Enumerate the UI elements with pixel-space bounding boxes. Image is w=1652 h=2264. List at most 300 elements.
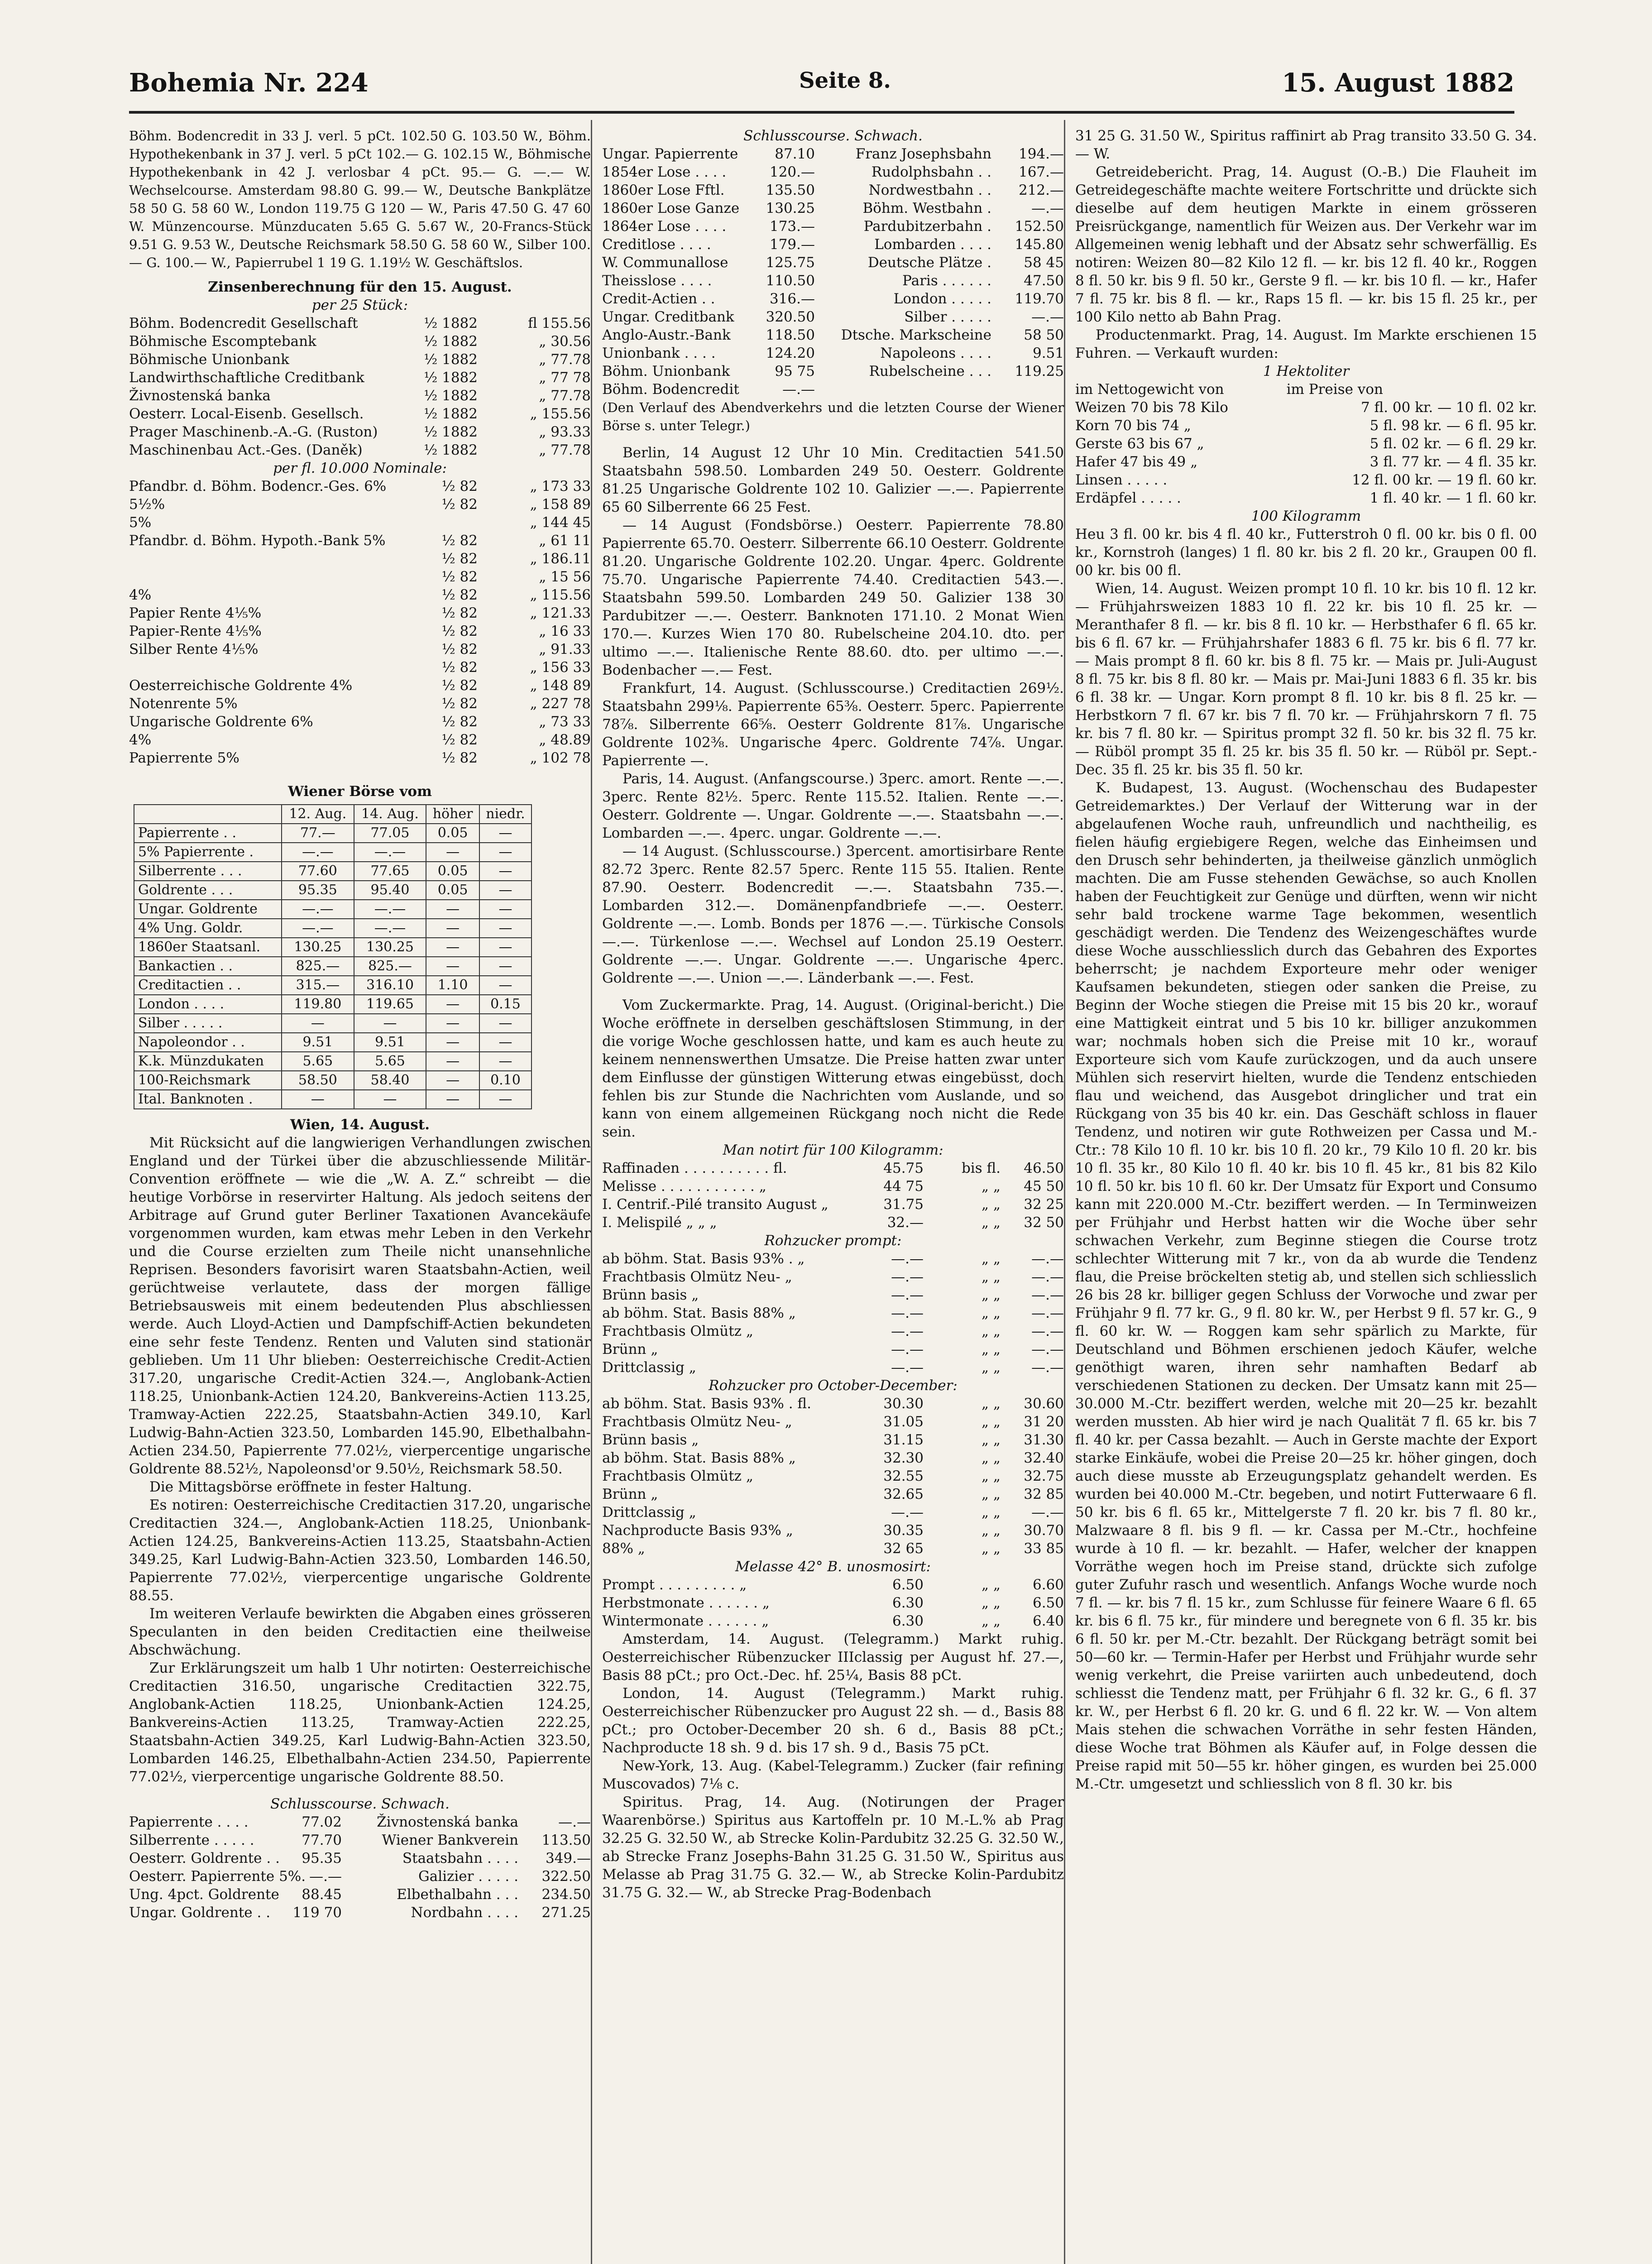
boerse-cell: — [426,957,479,976]
list-cell: 194.— [1018,146,1064,162]
boerse-cell: 119.65 [354,995,426,1014]
list-cell: Raffinaden . . . . . . . . . . fl. [602,1160,787,1176]
list-cell: ½ 82 [441,659,478,676]
list-cell: Böhmische Unionbank [129,351,289,368]
boerse-cell: London . . . . [134,995,282,1014]
list-cell: ½ 82 [441,732,478,748]
list-cell: 77.70 [302,1832,342,1848]
list-row [602,290,1064,308]
list-row [129,640,591,658]
list-cell: 32 50 [1024,1214,1064,1231]
roh-list-2 [602,1395,1064,1558]
list-row [1075,471,1537,489]
boerse-header-cell: niedr. [479,805,532,824]
list-cell: —.— [891,1269,924,1285]
list-cell: ½ 82 [441,605,478,621]
list-row [602,326,1064,344]
list-cell: —.— [891,1287,924,1303]
list-cell: ½ 1882 [424,442,478,458]
list-row [602,1268,1064,1286]
list-cell: 31.30 [1024,1432,1064,1448]
boerse-header-cell [134,805,282,824]
zucker-paragraph: Vom Zuckermarkte. Prag, 14. August. (Original-bericht.) Die Woche eröffnete in derselben geschäftslosen Stimmung, in der die vorige Woche geschlossen hatte, und kam es auch heute zu keinem nennenswerthen Umsatze. Die Preise hatten zwar unter dem Einflusse der günstigen Witterung etwas eingebüsst, doch fehlen bis zur Stunde die Nachrichten vom Auslande, und so kann von einem allgemeinen Rückgang noch nicht die Rede sein. [602,997,1064,1140]
list-cell: Frachtbasis Olmütz „ [602,1323,753,1339]
boerse-cell: 95.35 [282,881,354,900]
boerse-cell: — [426,1090,479,1109]
boerse-header-cell: höher [426,805,479,824]
boerse-cell: — [426,995,479,1014]
boerse-cell: 130.25 [354,938,426,957]
list-cell: 30.30 [883,1396,924,1412]
list-cell: Böhm. Bodencredit [602,381,739,398]
list-row [129,658,591,676]
list-cell: —.— [891,1504,924,1521]
boerse-row [134,1071,532,1090]
list-cell: ½ 1882 [424,333,478,350]
list-cell: Papier-Rente 4⅕% [129,623,262,639]
list-row [602,1304,1064,1322]
list-cell: Notenrente 5% [129,696,238,712]
list-cell: „ „ [982,1486,1001,1502]
list-cell: ½ 1882 [424,369,478,386]
boerse-cell: — [479,1033,532,1052]
list-cell: —.— [1031,1287,1064,1303]
list-cell: 3 fl. 77 kr. — 4 fl. 35 kr. [1369,454,1537,470]
wien-paragraph: Mit Rücksicht auf die langwierigen Verhandlungen zwischen England und der Türkei über die abzuschliessende Militär-Convention eröffnete — wie die „W. A. Z.“ schreibt — die heutige Vorbörse in reservirter Haltung. Als jedoch seitens der Arbitrage auf Grund guter Berliner Taxationen Avancekäufe vorgenommen wurden, kam etwas mehr Leben in den Verkehr und die Course erzielten zum Theile nicht unansehnliche Reprisen. Besonders favorisirt waren Staatsbahn-Actien, weil gerüchtweise verlautete, dass der morgen fällige Betriebsausweis mit einem bedeutenden Plus abschliessen werde. Auch Lloyd-Actien und Dampfschiff-Actien bekundeten eine sehr feste Tendenz. Renten und Valuten sind stationär geblieben. Um 11 Uhr blieben: Oesterreichische Credit-Actien 317.20, ungarische Credit-Actien 324.—, Anglobank-Actien 118.25, Unionbank-Actien 124.20, Bankvereins-Actien 113.25, Tramway-Actien 222.25, Staatsbahn-Actien 349.10, Karl Ludwig-Bahn-Actien 323.50, Lombarden 145.90, Elbethalbahn-Actien 234.50, Papierrente 77.02½, vierpercentige ungarische Goldrente 88.52½, Napoleonsd'or 9.50½, Reichsmark 58.50. [129,1135,591,1477]
boerse-cell: Papierrente . . [134,824,282,843]
boerse-row [134,995,532,1014]
boerse-cell: — [426,1052,479,1071]
boerse-cell: 0.05 [426,881,479,900]
list-row [602,1395,1064,1413]
boerse-cell: — [354,1014,426,1033]
list-cell: I. Centrif.-Pilé transito August „ [602,1196,828,1213]
boerse-cell: Bankactien . . [134,957,282,976]
list-cell: Drittclassig „ [602,1504,696,1521]
list-cell: ½ 82 [441,478,478,494]
zucker-subtitle: Man notirt für 100 Kilogramm: [723,1142,943,1158]
boerse-cell: 1.10 [426,976,479,995]
list-cell: ½ 82 [441,569,478,585]
list-row [602,1540,1064,1558]
list-cell: ½ 82 [441,750,478,766]
list-cell: 5 fl. 02 kr. — 6 fl. 29 kr. [1369,436,1537,452]
list-row [602,362,1064,380]
list-cell: 32 85 [1024,1486,1064,1502]
list-cell: Oesterr. Papierrente 5%. [129,1868,306,1885]
list-row [129,1813,591,1831]
melasse-list [602,1576,1064,1630]
list-cell: Böhm. Bodencredit Gesellschaft [129,315,358,331]
list-cell: Prompt . . . . . . . . . „ [602,1577,747,1593]
boerse-cell: 5.65 [282,1052,354,1071]
frankfurt-paragraph: Frankfurt, 14. August. (Schlusscourse.) Creditactien 269½. Staatsbahn 299⅛. Papierrente 65⅜. Oesterr. 5perc. Papierrente 78⅞. Silberrente 66⅝. Oesterr Goldrente 81⅞. Ungarische Goldrente 102⅜. Ungarische 4perc. Goldrente 74⅞. Ungar. Papierrente —. [602,680,1064,769]
list-cell: Brünn „ [602,1341,658,1357]
list-cell: „ „ [982,1432,1001,1448]
list-cell: Erdäpfel . . . . . [1075,490,1181,506]
list-cell: 5% [129,514,152,531]
boerse-header-cell: 14. Aug. [354,805,426,824]
list-cell: Wiener Bankverein [382,1832,518,1848]
boerse-cell: —.— [354,843,426,862]
header-rule [129,111,1514,114]
list-row [129,568,591,586]
hekto-list [1075,398,1537,507]
boerse-cell: 77.60 [282,862,354,881]
boerse-cell: — [479,938,532,957]
list-cell [996,380,1064,398]
list-cell: „ „ [982,1613,1001,1629]
list-row [1075,417,1537,435]
zins-list [129,314,591,459]
list-cell: —.— [891,1305,924,1321]
boerse-row [134,976,532,995]
page-header [129,68,1514,104]
boerse-row [134,1014,532,1033]
boerse-header-cell: 12. Aug. [282,805,354,824]
list-cell: ab böhm. Stat. Basis 93% . „ [602,1251,805,1267]
list-cell: ½ 1882 [424,351,478,368]
list-row [602,1195,1064,1214]
boerse-row [134,881,532,900]
top-schluss-list [602,145,1064,398]
list-cell: Ungar. Goldrente . . [129,1904,271,1921]
list-row [129,477,591,495]
boerse-title: Wiener Börse vom [288,783,432,800]
list-row [602,1340,1064,1358]
list-row [602,235,1064,254]
boerse-cell: Ital. Banknoten . [134,1090,282,1109]
list-cell: Napoleons . . . . [880,345,991,361]
london-paragraph: London, 14. August (Telegramm.) Markt ruhig. Oesterreichischer Rübenzucker pro August 22 sh. — d., Basis 88 pCt.; pro October-December 20 sh. 6 d., Basis 88 pCt.; Nachproducte 18 sh. 9 d. bis 17 sh. 9 d., Basis 75 pCt. [602,1685,1064,1756]
list-cell: „ 121.33 [530,605,591,621]
list-cell: „ 16 33 [539,623,591,639]
list-row [602,1177,1064,1195]
list-cell: —.— [891,1359,924,1376]
list-cell: —.— [558,1814,591,1830]
list-cell: —.— [309,1868,342,1885]
list-row [129,676,591,695]
boerse-cell: 119.80 [282,995,354,1014]
list-row [602,1322,1064,1340]
list-cell: „ 77.78 [539,388,591,404]
list-cell: 5½% [129,496,165,513]
list-cell: „ 30.56 [539,333,591,350]
list-cell: „ „ [982,1396,1001,1412]
list-cell: „ 156 33 [530,659,591,676]
list-cell: ½ 82 [441,696,478,712]
list-cell: 179.— [769,236,815,253]
list-cell [819,380,991,398]
list-cell: 45 50 [1024,1178,1064,1194]
list-cell: 167.— [1018,164,1064,180]
list-row [602,1576,1064,1594]
list-cell: 30.70 [1024,1522,1064,1539]
list-cell: ab böhm. Stat. Basis 93% . fl. [602,1396,811,1412]
list-cell: „ 144 45 [530,514,591,531]
list-cell: „ 148 89 [530,677,591,694]
list-cell: 320.50 [766,309,815,325]
list-cell [129,568,401,586]
list-cell: 6.50 [892,1577,924,1593]
wien-paragraph-3: Es notiren: Oesterreichische Creditactien 317.20, ungarische Creditactien 324.—, Anglobank-Actien 118.25, Unionbank-Actien 124.25, Bankvereins-Actien 113.25, Staatsbahn-Actien 349.25, Karl Ludwig-Bahn-Actien 323.50, Lombarden 146.50, Papierrente 77.02½, vierpercentige ungarische Goldrente 88.55. [129,1497,591,1604]
list-cell: 113.50 [541,1832,591,1848]
list-cell: ½ 1882 [424,315,478,331]
list-cell: Ungar. Papierrente [602,146,738,162]
list-row [602,199,1064,217]
list-cell: „ 15 56 [539,569,591,585]
boerse-cell: — [479,1014,532,1033]
boerse-cell: — [426,1033,479,1052]
list-cell: 135.50 [766,182,815,198]
wien-title: Wien, 14. August. [290,1117,430,1133]
boerse-cell: — [282,1014,354,1033]
list-cell: London . . . . . [893,291,991,307]
list-cell: 32.— [887,1214,924,1231]
list-cell: —.— [1031,1359,1064,1376]
list-cell: „ 158 89 [530,496,591,513]
list-cell: 5 fl. 98 kr. — 6 fl. 95 kr. [1369,417,1537,434]
list-cell: Linsen . . . . . [1075,472,1168,488]
list-cell: Frachtbasis Olmütz Neu- „ [602,1414,792,1430]
list-cell: I. Melispilé „ „ „ [602,1214,717,1231]
list-cell: ½ 1882 [424,406,478,422]
list-cell: 32 65 [883,1540,924,1557]
list-cell: —.— [1031,1504,1064,1521]
boerse-cell: 0.05 [426,862,479,881]
list-cell: „ 115.56 [530,587,591,603]
list-cell: Creditlose . . . . [602,236,711,253]
list-cell: 95 75 [775,363,815,379]
list-row [602,254,1064,272]
list-cell: ½ 1882 [424,424,478,440]
list-row [602,344,1064,362]
list-cell: 4% [129,732,152,748]
list-cell: 87.10 [775,146,815,162]
list-cell: 6.50 [1032,1595,1064,1611]
list-cell: —.— [1031,200,1064,216]
list-cell: 212.— [1018,182,1064,198]
list-cell: 47.50 [1024,273,1064,289]
list-cell: Papierrente . . . . [129,1814,249,1830]
list-cell: „ 77 78 [539,369,591,386]
boerse-cell: 5.65 [354,1052,426,1071]
boerse-cell: — [426,938,479,957]
list-cell: Brünn basis „ [602,1432,699,1448]
list-cell: 124.20 [766,345,815,361]
list-cell: 31.75 [883,1196,924,1213]
list-cell: —.— [1031,1341,1064,1357]
list-cell: ½ 82 [441,496,478,513]
list-cell: W. Communallose [602,254,728,271]
boerse-cell: — [479,976,532,995]
list-cell: Paris . . . . . . [902,273,991,289]
boerse-cell: 5% Papierrente . [134,843,282,862]
list-row [602,272,1064,290]
column-2 [602,127,1064,1902]
list-row [602,1449,1064,1467]
list-row [129,405,591,423]
list-row [1075,398,1537,417]
schluss-title: Schlusscourse. Schwach. [270,1796,450,1812]
boerse-row [134,938,532,957]
budapest-paragraph: K. Budapest, 13. August. (Wochenschau des Budapester Getreidemarktes.) Der Verlauf der Witterung war in der abgelaufenen Woche rauh, unfreundlich und nachtheilig, es fielen häufig ergiebigere Regen, welche das Einheimsen und den Drusch sehr behinderten, ja theilweise gänzlich unmöglich machten. Die am Fusse stehenden Gewächse, so auch Knollen haben der Feuchtigkeit zur Genüge und dürften, wenn wir nicht sehr bald trockene warme Tage bekommen, wesentlich geschädigt werden. Die Tendenz des Weizengeschäftes wurde diese Woche ausschliesslich durch das Gebahren des Exportes beherrscht; je nachdem Exporteure mehr oder weniger Kaufsamen bekundeten, stiegen oder sanken die Preise, zu Beginn der Woche stiegen die Preise mit 15 bis 20 kr., worauf eine Mattigkeit eintrat und 5 bis 10 kr. billiger anzukommen war; nochmals hoben sich die Preise mit 10 kr., worauf Exporteure sich vom Kaufe zurückzogen, und da auch unsere Mühlen sich reservirt hielten, wurde die Tendenz entschieden flau und weichend, das Ausgebot dringlicher und trat ein Rückgang von 35 bis 40 kr. ein. Das Geschäft schloss in flauer Tendenz, und notiren wir gute Rothweizen per Cassa und M.-Ctr.: 78 Kilo 10 fl. 10 kr. bis 10 fl. 20 kr., 79 Kilo 10 fl. 20 kr. bis 10 fl. 35 kr., 80 Kilo 10 fl. 40 kr. bis 10 fl. 45 kr., 81 bis 82 Kilo 10 fl. 50 kr. bis 10 fl. 60 kr. Der Umsatz für Export und Consumo kann mit 220.000 M.-Ctr. beziffert werden. — In Terminweizen per Frühjahr und Herbst hatten wir die Woche über sehr schwachen Verkehr, zum Beginne stiegen die Course trotz schlechter Witterung mit 7 kr., von da ab wurde die Tendenz flau, die Preise bröckelten stetig ab, und stellen sich schliesslich 26 bis 28 kr. billiger gegen Schluss der Vorwoche und zwar per Frühjahr 9 fl. 77 kr. G., 9 fl. 80 kr. W., per Herbst 9 fl. 57 kr. G., 9 fl. 60 kr. W. — Roggen kam sehr spärlich zu Markte, für Deutschland und Böhmen erschienen jedoch Käufer, welche genöthigt waren, ihren sehr namhaften Bedarf ab verschiedenen Stationen zu decken. Der Umsatz kann mit 25—30.000 M.-Ctr. beziffert werden, welche mit 20—25 kr. bezahlt werden mussten. Ab hier wird je nach Qualität 7 fl. 65 kr. bis 7 fl. 40 kr. per Cassa bezahlt. — Auch in Gerste machte der Export starke Einkäufe, wobei die Preise 20—25 kr. höher gingen, doch auch diese musste ab Erzeugungsplatz gehandelt werden. Es wurden bei 40.000 M.-Ctr. begeben, und notirt Futterwaare 6 fl. 50 kr. bis 6 fl. 65 kr., Mittelgerste 7 fl. 20 kr. bis 7 fl. 80 kr., Malzwaare 8 fl. bis 9 fl. — kr. Cassa per M.-Ctr., hochfeine wurde à 10 fl. — kr. bezahlt. — Hafer, welcher der knappen Vorräthe wegen hoch im Preise stand, drückte sich zufolge guter Zufuhr rasch und wesentlich. Anfangs Woche wurde noch 7 fl. — kr. bis 7 fl. 15 kr., zum Schlusse für feinere Waare 6 fl. 65 kr. bis 6 fl. 75 kr., für mindere und beregnete von 6 fl. 35 kr. bis 6 fl. 50 kr. per M.-Ctr. bezahlt. Der Rückgang beträgt somit bei 50—60 kr. — Termin-Hafer per Herbst und Frühjahr wurde sehr wenig verkehrt, die Preise variirten auch unbedeutend, doch schliesst die Tendenz matt, per Frühjahr 6 fl. 32 kr. G., 6 fl. 37 kr. W., per Herbst 6 fl. 20 kr. G. und 6 fl. 22 kr. W. — Von altem Mais stehen die schwachen Vorräthe in sehr festen Händen, diese Woche trat Böhmen als Käufer auf, in Folge dessen die Preise rapid mit 50—55 kr. höher gingen, es wurden bei 25.000 M.-Ctr. umgesetzt und schliesslich von 8 fl. 30 kr. bis [1075,780,1537,1792]
list-cell: 6.40 [1032,1613,1064,1629]
list-cell: Maschinenbau Act.-Ges. (Daněk) [129,442,363,458]
list-cell: Papier Rente 4⅕% [129,605,262,621]
boerse-cell: 77.65 [354,862,426,881]
list-cell: Böhmische Escomptebank [129,333,316,350]
list-cell: Oesterreichische Goldrente 4% [129,677,353,694]
list-cell [129,550,401,568]
boerse-cell: — [479,824,532,843]
list-row [1075,435,1537,453]
boerse-row [134,824,532,843]
list-cell: 1860er Lose Fftl. [602,182,725,198]
column-3 [1075,127,1537,1793]
boerse-cell: — [479,881,532,900]
list-cell: 44 75 [883,1178,924,1194]
list-row [602,181,1064,199]
column-divider [591,120,592,2264]
list-cell: „ 91.33 [539,641,591,657]
list-cell: Papierrente 5% [129,750,239,766]
list-cell: „ „ [982,1504,1001,1521]
wien-market-paragraph: Wien, 14. August. Weizen prompt 10 fl. 10 kr. bis 10 fl. 12 kr. — Frühjahrsweizen 1883 10 fl. 22 kr. bis 10 fl. 25 kr. — Meranthafer 8 fl. — kr. bis 8 fl. 10 kr. — Herbsthafer 6 fl. 65 kr. bis 6 fl. 67 kr. — Frühjahrshafer 1883 6 fl. 75 kr. bis 6 fl. 77 kr. — Mais prompt 8 fl. 60 kr. bis 8 fl. 75 kr. — Mais pr. Juli-August 8 fl. 75 kr. bis 8 fl. 80 kr. — Mais pr. Mai-Juni 1883 6 fl. 35 kr. bis 6 fl. 38 kr. — Ungar. Korn prompt 8 fl. 10 kr. bis 8 fl. 25 kr. — Herbstkorn 7 fl. 67 kr. bis 7 fl. 70 kr. — Frühjahrskorn 7 fl. 75 kr. bis 7 fl. 80 kr. — Spiritus prompt 32 fl. 50 kr. bis 32 fl. 75 kr. — Rüböl prompt 35 fl. 25 kr. bis 35 fl. 50 kr. — Rüböl pr. Sept.-Dec. 35 fl. 25 kr. bis 35 fl. 50 kr. [1075,580,1537,778]
list-row [129,713,591,731]
list-cell: —.— [891,1323,924,1339]
list-row [602,1503,1064,1521]
list-cell: Nordbahn . . . . [411,1904,518,1921]
list-row [602,163,1064,181]
list-row [602,1467,1064,1485]
list-cell: Böhm. Westbahn . [862,200,991,216]
list-cell: „ 73 33 [539,714,591,730]
list-cell: 58 50 [1024,327,1064,343]
list-row [129,622,591,640]
list-cell: ½ 82 [441,714,478,730]
boerse-cell: —.— [354,919,426,938]
list-cell: 120.— [769,164,815,180]
list-cell: —.— [1031,1251,1064,1267]
list-cell: Dtsche. Markscheine [841,327,991,343]
boerse-row [134,862,532,881]
paris-paragraph: Paris, 14. August. (Anfangscourse.) 3perc. amort. Rente —.—. 3perc. Rente 82½. 5perc. Rente 115.52. Italien. Rente —.—. Oesterr. Goldrente —. Ungar. Goldrente —.—. Staatsbahn —.—. Lombarden —.—. 4perc. ungar. Goldrente —.—. [602,771,1064,841]
list-cell: Brünn basis „ [602,1287,699,1303]
list-cell: 1 fl. 40 kr. — 1 fl. 60 kr. [1369,490,1537,506]
list-row [129,513,591,532]
list-cell: Živnostenská banka [129,388,271,404]
amsterdam-paragraph: Amsterdam, 14. August. (Telegramm.) Markt ruhig. Oesterreichischer Rübenzucker IIIclassig per August hf. 27.—, Basis 88 pCt.; pro Oct.-Dec. hf. 25¼, Basis 88 pCt. [602,1631,1064,1684]
list-cell: „ 173 33 [530,478,591,494]
list-cell: 6.60 [1032,1577,1064,1593]
list-cell: bis fl. [961,1160,1001,1176]
list-cell: ½ 1882 [424,388,478,404]
boerse-cell: 100-Reichsmark [134,1071,282,1090]
boerse-cell: 77.— [282,824,354,843]
list-row [602,1250,1064,1268]
list-cell: ½ 82 [441,623,478,639]
boerse-cell: 315.— [282,976,354,995]
boerse-cell: — [426,1071,479,1090]
list-cell: Landwirthschaftliche Creditbank [129,369,364,386]
list-cell: Rubelscheine . . . [869,363,991,379]
list-cell: 46.50 [1024,1160,1064,1176]
list-cell: Oesterr. Local-Eisenb. Gesellsch. [129,406,364,422]
list-cell: 110.50 [766,273,815,289]
list-cell: 32.55 [883,1468,924,1484]
boerse-cell: — [426,919,479,938]
list-cell: 6.30 [892,1595,924,1611]
boerse-cell: 130.25 [282,938,354,957]
list-cell: „ „ [982,1577,1001,1593]
column-1 [129,127,591,1922]
list-cell: 32.30 [883,1450,924,1466]
list-cell: 58 45 [1024,254,1064,271]
newyork-paragraph: New-York, 13. Aug. (Kabel-Telegramm.) Zucker (fair refining Muscovados) 7⅛ c. [602,1758,1064,1792]
list-cell: Credit-Actien . . [602,291,715,307]
list-cell: 234.50 [541,1886,591,1903]
list-cell: ½ 82 [441,677,478,694]
list-row [129,550,591,568]
list-row [1075,453,1537,471]
list-cell: 1854er Lose . . . . [602,164,727,180]
list-row [602,1521,1064,1540]
list-cell: Elbethalbahn . . . [397,1886,518,1903]
list-cell: Pfandbr. d. Böhm. Hypoth.-Bank 5% [129,532,386,549]
list-cell: Böhm. Unionbank [602,363,730,379]
list-row [129,495,591,513]
list-cell: 271.25 [541,1904,591,1921]
list-cell [129,658,401,676]
list-cell: —.— [891,1251,924,1267]
list-cell: 31 20 [1024,1414,1064,1430]
boerse-cell: 58.50 [282,1071,354,1090]
list-cell: „ 93.33 [539,424,591,440]
list-cell: „ „ [982,1178,1001,1194]
boerse-cell: — [479,919,532,938]
zucker-list [602,1159,1064,1232]
list-row [129,369,591,387]
list-row [602,308,1064,326]
list-cell: 145.80 [1015,236,1064,253]
boerse-cell: 825.— [354,957,426,976]
list-cell: Oesterr. Goldrente . . [129,1850,280,1866]
intro-paragraph: Böhm. Bodencredit in 33 J. verl. 5 pCt. 102.50 G. 103.50 W., Böhm. Hypothekenbank in 37 J. verl. 5 pCt 102.— G. 102.15 W., Böhmische Hypothekenbank in 42 J. verlosbar 4 pCt. 95.— G. —.— W. Wechselcourse. Amsterdam 98.80 G. 99.— W., Deutsche Bankplätze 58 50 G. 58 60 W., London 119.75 G 120 — W., Paris 47.50 G. 47 60 W. Münzencourse. Münzducaten 5.65 G. 5.67 W., 20-Francs-Stück 9.51 G. 9.53 W., Deutsche Reichsmark 58.50 G. 58 60 W., Silber 100.— G. 100.— W., Papierrubel 1 19 G. 1.19½ W. Geschäftslos. [129,128,591,270]
list-row [129,749,591,767]
boerse-cell: — [479,1090,532,1109]
getreide-paragraph: Getreidebericht. Prag, 14. August (O.-B.) Die Flauheit im Getreidegeschäfte machte weitere Fortschritte und drückte sich dieselbe auf dem heutigen Markte in einem grösseren Preisrückgange, namentlich für Weizen aus. Der Verkehr war im Allgemeinen wenig lebhaft und der Absatz sehr schwerfällig. Es notiren: Weizen 80—82 Kilo 12 fl. — kr. bis 12 fl. 40 kr., Roggen 8 fl. 50 kr. bis 9 fl. 50 kr., Gerste 9 fl. — kr. bis 10 fl. — kr., Hafer 7 fl. 75 kr. bis 8 fl. — kr., Raps 15 fl. — kr. bis 15 fl. 25 kr., per 100 Kilo netto ab Bahn Prag. [1075,164,1537,325]
roh-subtitle: Rohzucker prompt: [764,1233,902,1249]
hekto-subtitle: 1 Hektoliter [1263,363,1350,379]
list-row [129,423,591,441]
list-cell: 33 85 [1024,1540,1064,1557]
list-cell: Nordwestbahn . . [868,182,991,198]
list-cell: „ „ [982,1341,1001,1357]
zins-subtitle-2: per fl. 10.000 Nominale: [273,460,447,476]
list-cell: —.— [1031,309,1064,325]
boerse-cell: — [426,1014,479,1033]
list-cell: ½ 82 [441,641,478,657]
zins-list-2 [129,477,591,767]
top-note: (Den Verlauf des Abendverkehrs und die letzten Course der Wiener Börse s. unter Telegr.) [602,400,1064,433]
list-cell: „ „ [982,1522,1001,1539]
zins-title: Zinsenberechnung für den 15. August. [208,279,512,295]
list-row [602,1159,1064,1177]
boerse-cell: 77.05 [354,824,426,843]
list-cell: ½ 82 [441,587,478,603]
boerse-cell: 58.40 [354,1071,426,1090]
